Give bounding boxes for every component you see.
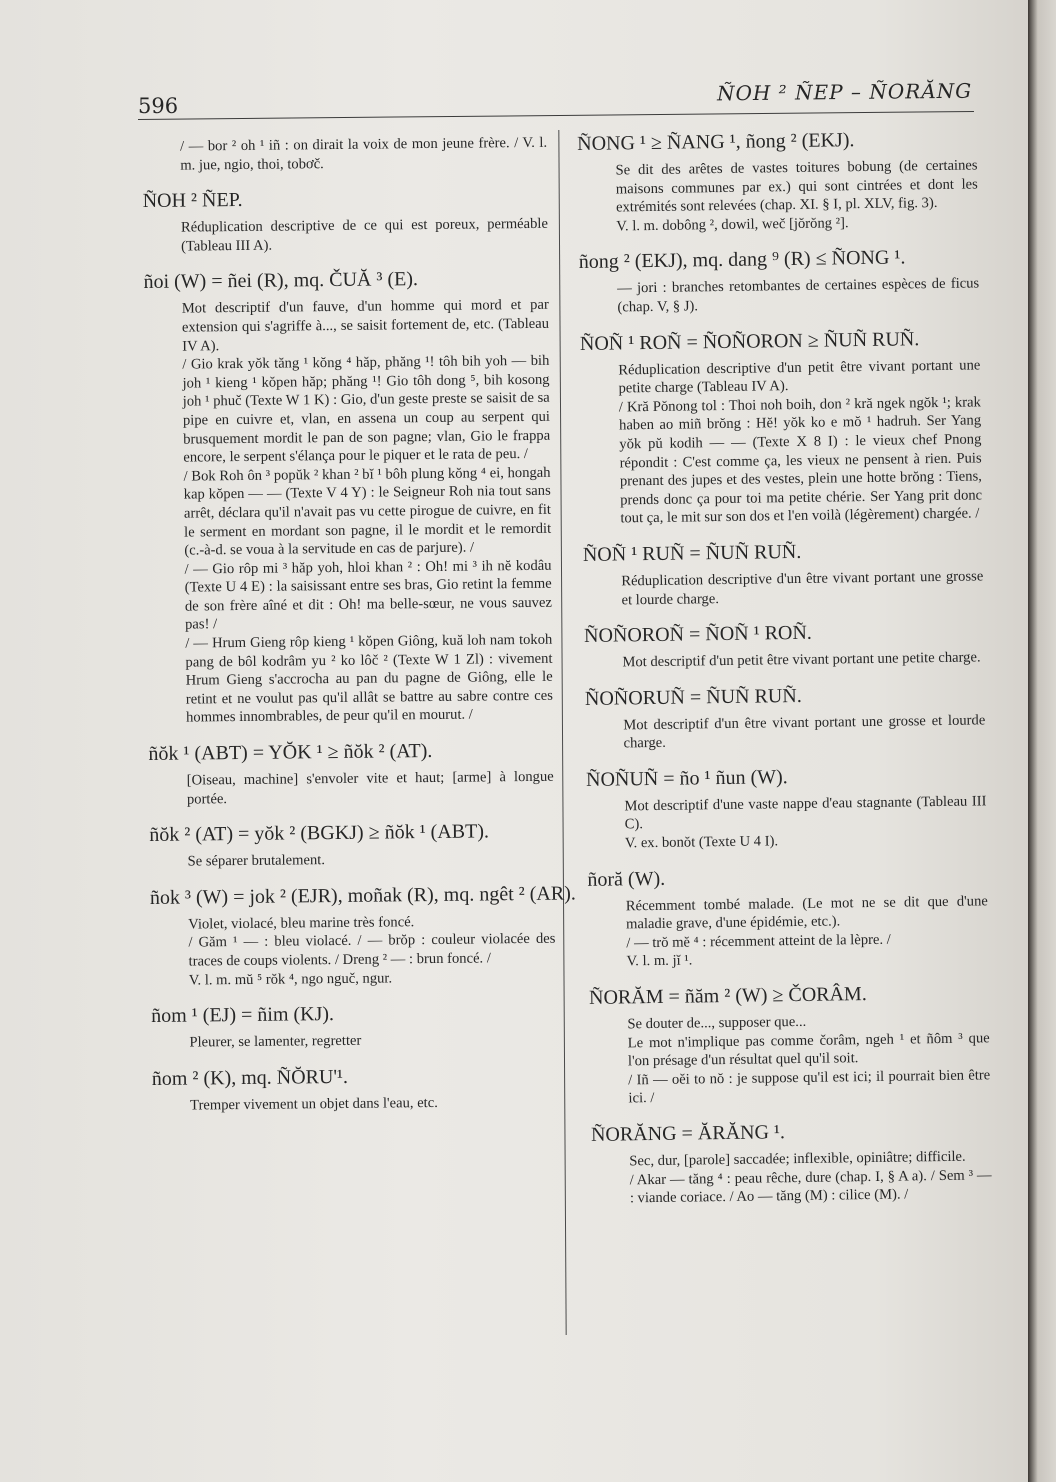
definition-paragraph: / — trŏ mĕ ⁴ : récemment atteint de la lèpre. /: [626, 931, 891, 952]
entry-headword: ñom ² (K), mq. ÑŎRU'¹.: [151, 1065, 349, 1090]
dictionary-entry: [577, 126, 978, 236]
entry-definition: [187, 768, 554, 809]
entry-definition: [626, 892, 989, 971]
dictionary-entry: [152, 1062, 557, 1115]
entry-definition: [187, 849, 554, 871]
entry-definition: [181, 215, 548, 256]
entry-definition: [189, 1030, 556, 1052]
entry-headword: ÑOÑOROÑ = ÑOÑ ¹ ROÑ.: [583, 621, 813, 648]
definition-paragraph: Mot descriptif d'un fauve, d'un homme qui mord et par extension qui s'agriffe à..., se saisit fortement de, etc. (Tableau IV A).: [181, 297, 550, 355]
definition-paragraph: Mot descriptif d'un petit être vivant portant une petite charge.: [622, 649, 981, 671]
entry-headword: ñŏk ¹ (ABT) = YŎK ¹ ≥ ñŏk ² (AT).: [148, 740, 433, 765]
dictionary-entry: [580, 326, 983, 529]
dictionary-entry: [579, 245, 980, 318]
running-head: ÑOH ² ÑEP – ÑORĂNG: [716, 78, 973, 106]
entry-definition: [618, 356, 982, 528]
definition-paragraph: Violet, violacé, bleu marine très foncé.: [188, 914, 415, 933]
dictionary-entry: [589, 980, 991, 1109]
definition-paragraph: Mot descriptif d'un être vivant portant une grosse et lourde charge.: [623, 712, 986, 752]
entry-headword: ÑOH ² ÑEP.: [142, 189, 243, 213]
entry-headword: ÑORĂNG = ĂRĂNG ¹.: [590, 1121, 786, 1146]
definition-paragraph: V. ex. bonŏt (Texte U 4 I).: [624, 833, 779, 852]
dictionary-entry: [149, 882, 576, 991]
entry-headword: ÑONG ¹ ≥ ÑANG ¹, ñong ² (EKJ).: [577, 129, 855, 155]
definition-paragraph: / Kră Pŏnong tol : Thoi noh boih, don ² kră ngek ngŏk ¹; krak haben ao miñ brŏng : Hĕ! yŏk ko e mŏ ¹ hadruh. Ser Yang yŏk pŭ kodih — — (Texte X 8 I) : le vieux chef Pnong répondit : C'est comme ça, les vieux ne pensent à rien. Puis prenant des jupes et des vestes, plein une hotte brŏng : Tiens, prends donc ça pour toi ma petite chérie. Ser Yang prit donc tout ça, le mit sur son dos et l'en voilà (légèrement) chargée. /: [618, 394, 983, 527]
entry-definition: [624, 792, 987, 853]
entry-definition: [617, 275, 979, 317]
definition-paragraph: / — Hrum Gieng rôp kieng ¹ kŏpen Giông, kuă loh nam tokoh pang de bôl kodrâm yu ² ko lôč ² (Texte W 1 Zl) : vivement Hrum Gieng s'accrocha au pan du pagne de Giông, elle le retint et ne voulut pas qu'il allât se battre au sabre contre ces hommes innombrables, de peur qu'il en mourut. /: [185, 631, 553, 727]
entry-headword: ñoi (W) = ñei (R), mq. ČUĂ ³ (E).: [143, 268, 419, 294]
book-gutter: [1028, 0, 1056, 1482]
definition-paragraph: V. l. m. dobông ², dowil, weč [jŏrŏng ²].: [616, 214, 849, 235]
dictionary-entry: [151, 1000, 556, 1053]
dictionary-entry: [148, 738, 554, 809]
page-number: 596: [138, 94, 179, 118]
definition-paragraph: Tremper vivement un objet dans l'eau, etc.: [190, 1094, 438, 1114]
dictionary-entry: [583, 537, 984, 610]
column-divider: [558, 130, 566, 1335]
definition-paragraph: / Akar — tăng ⁴ : peau rêche, dure (chap. I, § A a). / Sem ³ — : viande coriace. / Ao — tăng (M) : cilice (M). /: [629, 1166, 992, 1207]
continuation-text: / — bor ² oh ¹ iñ : on dirait la voix de mon jeune frère. / V. l. m. jue, ngio, thoi, tobơč.: [180, 134, 548, 174]
entry-definition: [188, 912, 556, 990]
definition-paragraph: — jori : branches retombantes de certaines espèces de ficus (chap. V, § J).: [617, 275, 980, 316]
entry-headword: ñok ³ (W) = jok ² (EJR), moñak (R), mq. ngêt ² (AR).: [149, 882, 576, 909]
entry-headword: ÑOÑ ¹ RUÑ = ÑUÑ RUÑ.: [582, 540, 802, 566]
entry-definition: [627, 1010, 990, 1108]
entry-definition: [622, 648, 984, 672]
definition-paragraph: [Oiseau, machine] s'envoler vite et haut; [arme] à longue portée.: [186, 768, 554, 808]
definition-paragraph: Se douter de..., supposer que...: [627, 1013, 807, 1033]
dictionary-entry: [585, 681, 986, 754]
definition-paragraph: V. l. m. mŭ ⁵ rŏk ⁴, ngo nguč, ngur.: [188, 970, 393, 989]
definition-paragraph: Se séparer brutalement.: [187, 852, 326, 870]
definition-paragraph: / Găm ¹ — : bleu violacé. / — brŏp : couleur violacée des traces de coups violents. / Dreng ² — : brun foncé. /: [188, 931, 556, 970]
definition-paragraph: Se dit des arêtes de vastes toitures bobung (de certaines maisons communes par ex.) qui sont cintrées et dont les extrémités sont relevées (chap. XI. § I, pl. XLV, fig. 3).: [615, 157, 978, 216]
entry-headword: ÑORĂM = ñăm ² (W) ≥ ČORÂM.: [588, 983, 867, 1009]
left-column: [142, 134, 576, 1116]
entry-headword: ñong ² (EKJ), mq. dang ⁹ (R) ≤ ÑONG ¹.: [578, 246, 906, 274]
entry-headword: ñoră (W).: [587, 867, 666, 891]
entry-definition: [623, 711, 985, 753]
definition-paragraph: Réduplication descriptive d'un être vivant portant une grosse et lourde charge.: [621, 568, 984, 608]
header-rule: [138, 111, 974, 120]
dictionary-entry: [149, 819, 554, 872]
definition-paragraph: / Gio krak yŏk tăng ¹ kŏng ⁴ hăp, phăng ¹! tôh bih yoh — bih joh ¹ kieng ¹ kŏpen hăp; phăng ¹! Gio tôh dong ⁵, bih kosong joh ¹ phuč (Texte W 1 K) : Gio, d'un geste preste se saisit de sa pipe en cuivre et, vlan, en assena un coup au serpent qui brusquement mordit le pan de son pagne; vlan, Gio le frappa encore, le serpent s'élança pour le piquer et le rata de peu. /: [182, 352, 551, 466]
definition-paragraph: / Iñ — oĕi to nŏ : je suppose qu'il est ici; il pourrait bien être ici. /: [628, 1067, 991, 1107]
dictionary-entry: [143, 266, 553, 728]
dictionary-entry: [143, 185, 549, 256]
entry-definition: [621, 567, 983, 609]
definition-paragraph: Réduplication descriptive d'un petit être vivant portant une petite charge (Tableau IV A).: [618, 356, 981, 397]
entry-definition: [182, 296, 553, 727]
definition-paragraph: Sec, dur, [parole] saccadée; inflexible, opiniâtre; difficile.: [629, 1148, 966, 1170]
entry-definition: [615, 156, 978, 235]
definition-paragraph: / Bok Roh ôn ³ popŭk ² khan ² bĭ ¹ bôh plung kŏng ⁴ ei, hongah kap kŏpen — — (Texte V 4 Y) : le Seigneur Roh nia tout sans arrêt, déclara qu'il n'avait pas vu cette pirogue de cuivre, en fit le serment en mordant son pagne, il le mordit et le remordit (c.-à-d. se voua à la servitude en cas de parjure). /: [183, 464, 552, 559]
dictionary-entry: [584, 618, 985, 672]
definition-paragraph: Le mot n'implique pas comme čorâm, ngeh ¹ et ñôm ³ que l'on présage d'un résultat quel qu'il soit.: [627, 1029, 990, 1070]
right-entries: [577, 126, 992, 1208]
entry-headword: ÑOÑUÑ = ño ¹ ñun (W).: [585, 765, 788, 791]
entry-headword: ñom ¹ (EJ) = ñim (KJ).: [151, 1003, 335, 1028]
entry-definition: [629, 1147, 992, 1208]
entry-definition: [190, 1092, 557, 1114]
right-column: [577, 126, 992, 1208]
dictionary-entry: [586, 762, 987, 853]
definition-paragraph: V. l. m. jĭ ¹.: [626, 952, 693, 970]
definition-paragraph: Mot descriptif d'une vaste nappe d'eau stagnante (Tableau III C).: [624, 793, 987, 833]
entry-headword: ÑOÑORUÑ = ÑUÑ RUÑ.: [584, 684, 802, 710]
definition-paragraph: Récemment tombé malade. (Le mot ne se dit que d'une maladie grave, d'une épidémie, etc.).: [625, 892, 988, 933]
left-entries: [142, 185, 576, 1115]
entry-headword: ñŏk ² (AT) = yŏk ² (BGKJ) ≥ ñŏk ¹ (ABT).: [149, 820, 490, 847]
definition-paragraph: Réduplication descriptive de ce qui est poreux, perméable (Tableau III A).: [180, 215, 549, 255]
entry-headword: ÑOÑ ¹ ROÑ = ÑOÑORON ≥ ÑUÑ RUÑ.: [579, 327, 920, 355]
definition-paragraph: Pleurer, se lamenter, regretter: [189, 1032, 362, 1051]
definition-paragraph: / — Gio rôp mi ³ hăp yoh, hloi khan ² : Oh! mi ³ ih nĕ kodâu (Texte U 4 E) : la saisissant entre ses bras, Gio retint la femme de son frère aîné et dit : Oh! ma belle-sœur, ne vous sauvez pas! /: [184, 557, 552, 634]
dictionary-entry: [591, 1117, 992, 1208]
dictionary-entry: [587, 862, 988, 972]
